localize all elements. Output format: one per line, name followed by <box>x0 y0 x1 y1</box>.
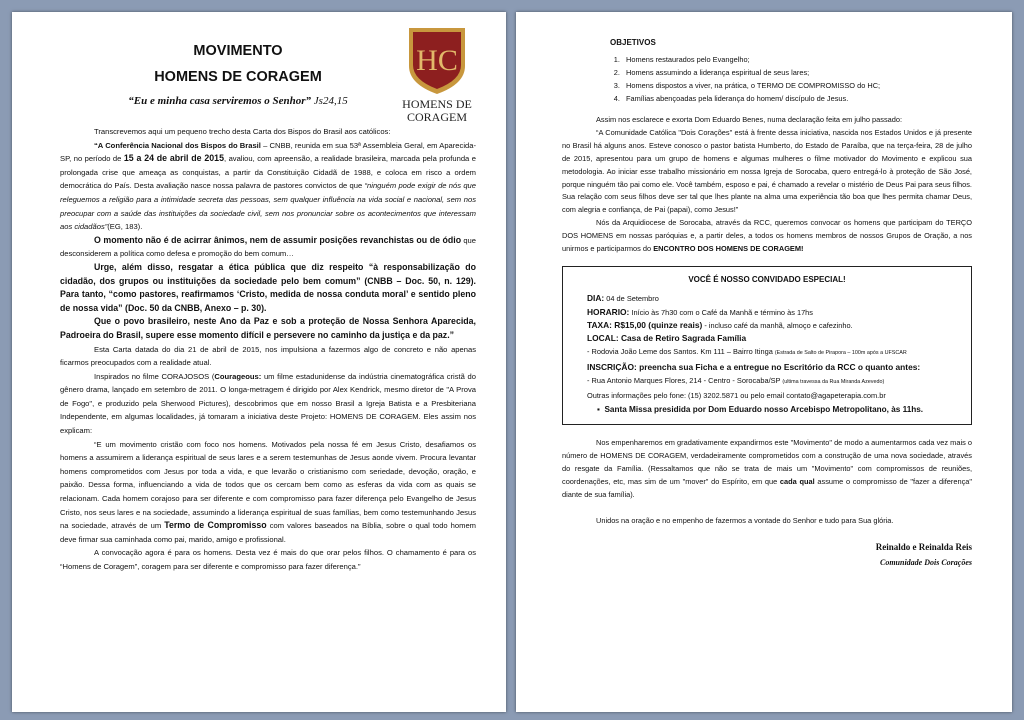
logo-text-line-1: HOMENS DE <box>402 97 472 111</box>
event-day <box>587 292 959 305</box>
registration-note: (ultima travessa da Rua Miranda Azevedo) <box>782 379 885 386</box>
paragraph-carta: Esta Carta datada do dia 21 de abril de 2015, nos impulsiona a fazermos algo de concreto e não apenas ficarmos preocupados com a realidade atual. <box>60 344 476 368</box>
assembly-dates: 15 a 24 de abril de 2015 <box>123 153 224 164</box>
objectives-list <box>562 53 972 105</box>
courageous-bold: Courageous: <box>214 371 262 381</box>
encontro-bold: ENCONTRO DOS HOMENS DE CORAGEM! <box>653 244 804 254</box>
text-span: – CNBB, reunida em sua 53ª Assembleia Geral, em Aparecida-SP, no período de <box>60 140 476 164</box>
povo-bold: Que o povo brasileiro, neste Ano da Paz e sob a proteção de Nossa Senhora Aparecida, Padroeira do Brasil, supere esse momento difícil e persevere no caminho da justiça e da paz.” <box>60 316 476 340</box>
location-note: (Estrada de Salto de Pirapora – 100m após a UFSCAR <box>774 350 907 357</box>
location-address: - Rodovia João Leme dos Santos. Km 111 – Bairro Itinga <box>587 347 775 357</box>
text-span: Nos empenharemos em gradativamente expandirmos este "Movimento" de modo a aumentarmos cada vez mais o número de HOMENS DE CORAGEM, verdadeiramente comprometidos com a construção de uma nova sociedade, através do resgate da Família. (Ressaltamos que não se trata de mais um "Movimento" com compromissos de reuniões, coordenações, etc, mas sim de um "mover" do Espírito, em que <box>562 437 972 486</box>
bullet-icon: ▪ <box>597 404 605 414</box>
paragraph-urge <box>60 261 476 315</box>
motto <box>60 95 416 107</box>
closing-body <box>562 437 972 528</box>
motto-quote: “Eu e minha casa serviremos o Senhor” <box>128 95 312 107</box>
urge-bold: Urge, além disso, resgatar a ética pública que diz respeito “à responsabilização do cidadão, dos grupos ou instituições da sociedade pelo bem comum” (CNBB – Doc. 50, n. 129). Para tanto, “como pastores, reafirmamos ‘Cristo, medida de nossa conduta moral’ e sentido pleno de nossa vida” (Doc. 50 da CNBB, Anexo – p. 30). <box>60 261 476 313</box>
text-span: Inspirados no filme CORAJOSOS ( <box>94 371 215 381</box>
day-value: 04 de Setembro <box>604 294 659 304</box>
text-span: , avaliou, com apreensão, a realidade brasileira, marcada pela profunda e prolongada crise que ameaça as conquistas, a partir da Constituição Cidadã de 1988, e coloca em risco a ordem democrática do País. Desta avaliação nasce nossa palavra de pastores convictos de que <box>60 154 476 191</box>
invitation-title: VOCÊ É NOSSO CONVIDADO ESPECIAL! <box>688 274 846 284</box>
event-schedule <box>587 306 959 319</box>
paragraph-povo <box>60 315 476 342</box>
event-fee <box>587 319 959 332</box>
fee-label: TAXA: R$15,00 (quinze reais) <box>587 319 703 330</box>
paragraph-inspirados <box>60 370 476 438</box>
logo-text-line-2: CORAGEM <box>406 110 468 124</box>
paragraph-intro: Transcrevemos aqui um pequeno trecho desta Carta dos Bispos do Brasil aos católicos: <box>94 127 391 136</box>
paragraph-cnbb <box>60 139 476 234</box>
document-page-left <box>12 12 506 712</box>
objective-item: 3. Homens dispostos a viver, na prática, o TERMO DE COMPROMISSO do HC; <box>622 79 972 92</box>
objective-item: 4. Famílias abençoadas pela liderança do homem/ discípulo de Jesus. <box>622 92 972 105</box>
schedule-value: Início às 7h30 com o Café da Manhã e término às 17hs <box>629 307 813 317</box>
letter-body-continued <box>562 114 972 256</box>
homens-de-coragem-logo <box>387 24 487 124</box>
paragraph-arquidiocese <box>562 217 972 256</box>
logo-monogram: HC <box>416 44 458 77</box>
paragraph-closing: Unidos na oração e no empenho de fazermos a vontade do Senhor e tudo para Sua glória. <box>596 516 894 526</box>
signature-name: Reinaldo e Reinalda Reis <box>875 542 972 553</box>
registration-address-line <box>587 374 959 389</box>
event-address <box>587 345 959 360</box>
cnbb-name: “A Conferência Nacional dos Bispos do Brasil <box>94 140 261 150</box>
signature-community: Comunidade Dois Corações <box>879 558 972 568</box>
event-location <box>587 332 959 345</box>
contact-info: Outras informações pelo fone: (15) 3202.5871 ou pelo email contato@agapeterapia.com.br <box>587 391 886 401</box>
text-span: Nós da Arquidiocese de Sorocaba, através da RCC, queremos convocar os homens que participam do TERÇO DOS HOMENS em nossas paróquias e, a partir deles, a todos os homens membros de nossos Grupos de Oração, a nos unirmos e participarmos do <box>562 218 972 254</box>
letter-body <box>60 125 476 574</box>
text-span: que desconsiderem a política como defesa e promoção do bem comum… <box>60 235 476 259</box>
text-span: um filme estadunidense da indústria cinematográfica cristã do gênero drama, lançado em setembro de 2011. O longa-metragem é dirigido por Alex Kendrick, mesmo diretor de "A Prova de Fogo", e produzido pela Sherwood Pictures), descobrimos que em nosso Brasil a Igreja Batista e a Presbiteriana Independente, em algumas localidades, já tomaram a iniciativa deste Projeto: HOMENS DE CORAGEM. Eles assim nos explicam: <box>60 371 476 436</box>
signature <box>562 542 972 567</box>
cada-qual-bold: cada qual <box>779 476 815 486</box>
motto-reference: Js24,15 <box>311 95 348 107</box>
schedule-label: HORARIO: <box>587 306 630 317</box>
title-line-1: MOVIMENTO <box>193 43 283 59</box>
document-page-right <box>516 12 1012 712</box>
fee-value: - incluso café da manhã, almoço e cafezinho. <box>702 320 853 330</box>
mass-text: Santa Missa presidida por Dom Eduardo nosso Arcebispo Metropolitano, às 11hs. <box>604 404 924 414</box>
location-label: LOCAL: Casa de Retiro Sagrada Família <box>587 333 747 344</box>
paragraph-momento <box>60 234 476 261</box>
text-span: (EG, 183). <box>107 222 143 232</box>
event-registration <box>587 361 959 374</box>
day-label: DIA: <box>587 293 605 304</box>
title-line-2: HOMENS DE CORAGEM <box>154 69 322 85</box>
invitation-box <box>562 266 972 425</box>
objectives-title: OBJETIVOS <box>610 38 656 47</box>
objective-item: 1. Homens restaurados pelo Evangelho; <box>622 53 972 66</box>
registration-label: INSCRIÇÃO: preencha sua Ficha e a entregue no Escritório da RCC o quanto antes: <box>587 361 921 372</box>
text-span: com valores baseados na Bíblia, sobre o qual todo homem deve firmar sua caminhada como pai, marido, amigo e profissional. <box>60 521 477 544</box>
mass-item <box>597 403 959 416</box>
quote-eg: “ninguém pode exigir de nós que releguemos a religião para a intimidade secreta das pessoas, sem qualquer influência na vida social e nacional, sem nos preocupar com a saúde das instituições da sociedade civil, sem nos pronunciar sobre os acontecimentos que interessam aos cidadãos” <box>60 181 476 232</box>
registration-address: - Rua Antonio Marques Flores, 214 - Centro - Sorocaba/SP <box>587 376 783 386</box>
paragraph-convocacao: A convocação agora é para os homens. Desta vez é mais do que orar pelos filhos. O chamamento é para os “Homens de Coragem”, coragem para ser diferente e compromisso para fazer diferença.” <box>60 548 476 571</box>
text-span: assume o compromisso de "fazer a diferença" diante de sua família). <box>562 476 973 499</box>
paragraph-empenharemos <box>562 437 972 502</box>
paragraph-dom-eduardo: Assim nos esclarece e exorta Dom Eduardo Benes, numa declaração feita em julho passado: <box>596 115 903 124</box>
paragraph-movimento-cristao <box>60 438 476 547</box>
text-span: “E um movimento cristão com foco nos homens. Motivados pela nossa fé em Jesus Cristo, desafiamos os homens a assumirem a liderança espiritual de seus lares e a serem testemunhas de Jesus aonde vivem. Procura levantar homens comprometidos com Jesus por toda a vida, e que levarão o cristianismo com seriedade, devoção, oração, e paixão. Dessa forma, influenciando a vida de todos que os cercam bem como as esferas da vida com as quais se relacionam. Cada homem corajoso para ser diferente e com compromisso para fazer diferença pelo Evangelho de Jesus Cristo, nos seus lares e na sociedade, assumindo a liderança espiritual de suas famílias, bem como testemunhando Jesus na sociedade, através de um <box>60 439 476 531</box>
termo-bold: Termo de Compromisso <box>164 520 267 531</box>
paragraph-quote-dois-coracoes: “A Comunidade Católica "Dois Corações" está à frente dessa iniciativa, nascida nos Estados Unidos e já presente no Brasil há alguns anos. Esteve conosco o pastor batista Humberto, do Estado de Paraíba, que na terça-feira, 28 de julho de 2015, apresentou para um grupo de homens e algumas mulheres o filme motivador do Movimento e explicou sua metodologia. Ao iniciar esse trabalho missionário em nossa Igreja de Sorocaba, quero entregá-lo à proteção de São José, porque ninguém tão pai como ele. Você também, esposo e pai, é chamado a revelar o mistério de Deus Pai para seus filhos. Sua relação com seus filhos deve ser tal que lhes plante na alma uma experiência tão boa que lhes permita chamar Deus, com alegria e confiança, de Pai (papai), como Jesus!” <box>562 127 972 215</box>
objective-item: 2. Homens assumindo a liderança espiritual de seus lares; <box>622 66 972 79</box>
momento-bold: O momento não é de acirrar ânimos, nem de assumir posições revanchistas ou de ódio <box>94 234 462 245</box>
